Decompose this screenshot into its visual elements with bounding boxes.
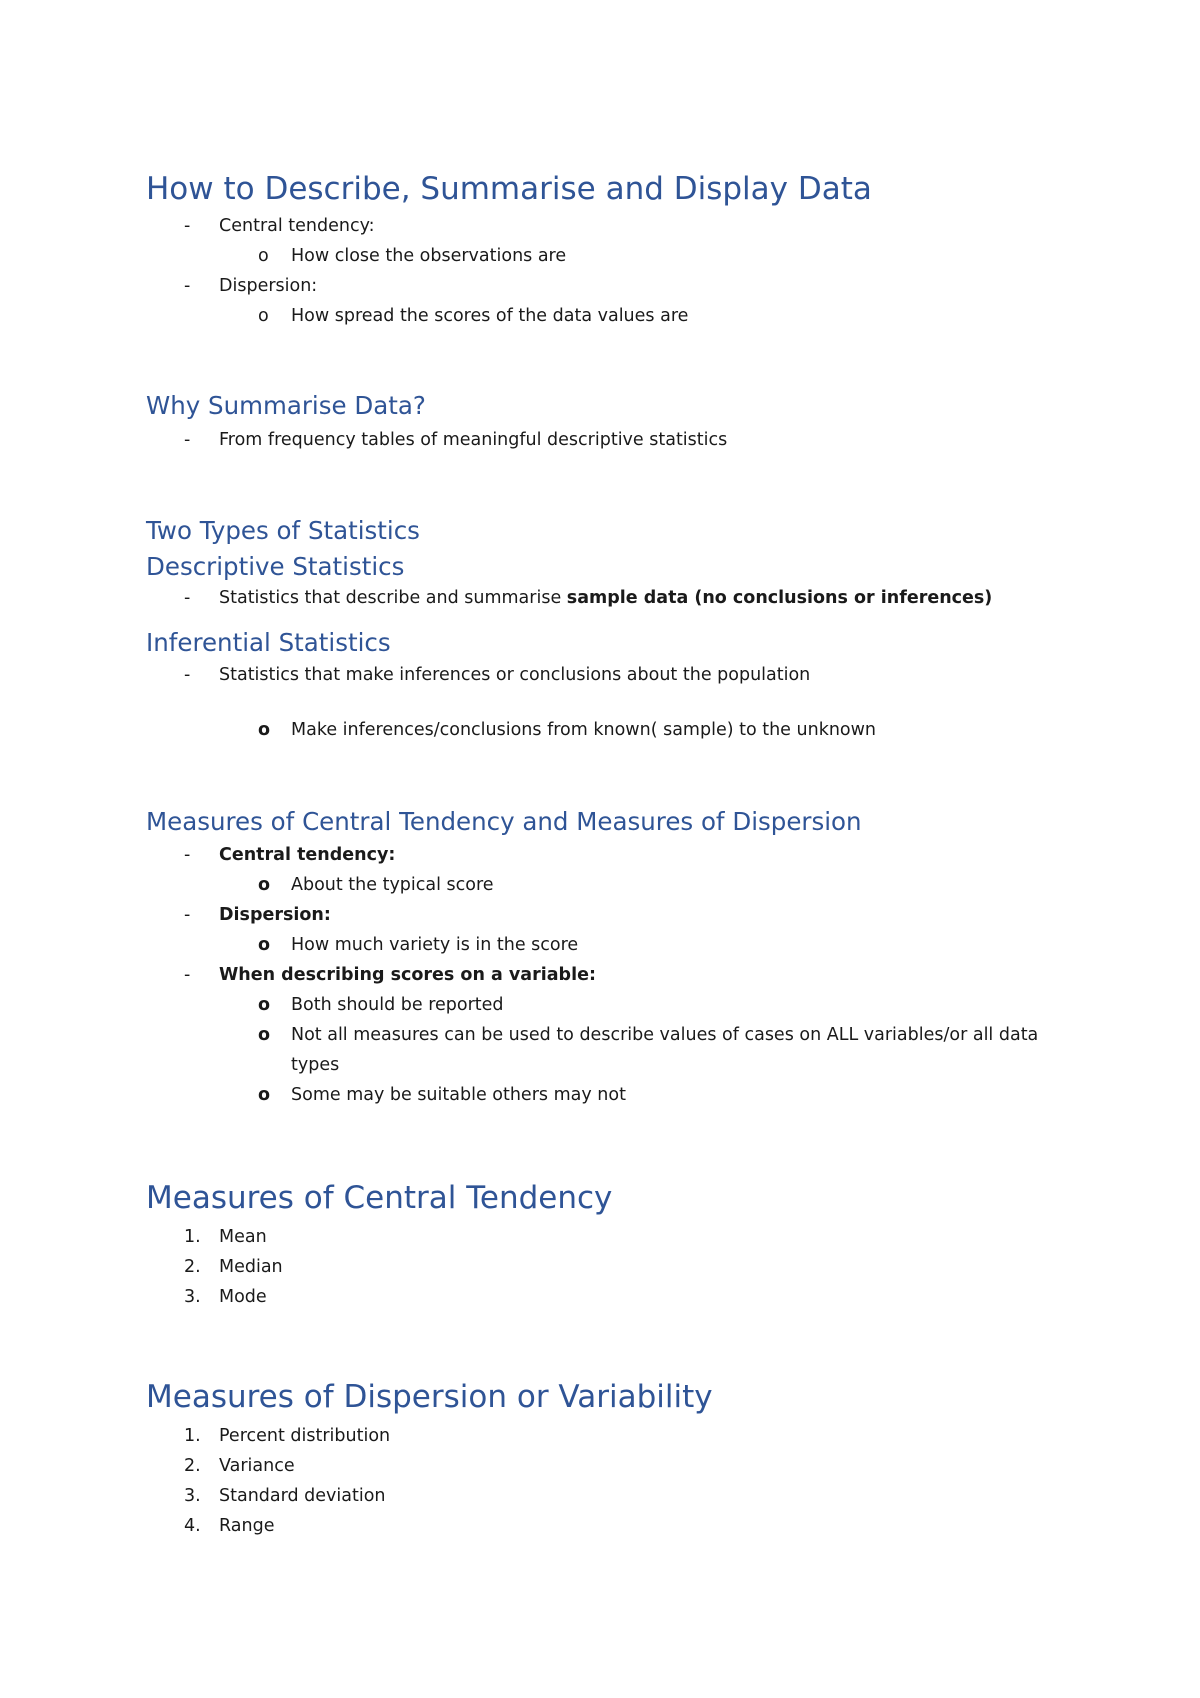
list-item-frequency-tables: From frequency tables of meaningful descriptive statistics xyxy=(219,430,728,450)
subheading-inferential: Inferential Statistics xyxy=(146,628,391,657)
circle-bullet: o xyxy=(258,1085,271,1105)
list-item-descriptive xyxy=(219,586,992,610)
circle-bullet: o xyxy=(258,875,271,895)
list-number: 2. xyxy=(184,1456,201,1476)
list-number: 2. xyxy=(184,1257,201,1277)
heading-central-tendency: Measures of Central Tendency xyxy=(146,1180,613,1216)
sub-item-not-all-measures-line2: types xyxy=(291,1055,340,1075)
list-number: 3. xyxy=(184,1486,201,1506)
subheading-descriptive: Descriptive Statistics xyxy=(146,552,405,581)
circle-bullet: o xyxy=(258,935,271,955)
dash-bullet: - xyxy=(184,665,191,685)
list-item-percent-distribution: Percent distribution xyxy=(219,1426,391,1446)
list-item-standard-deviation: Standard deviation xyxy=(219,1486,386,1506)
sub-item-observations: How close the observations are xyxy=(291,246,567,266)
dash-bullet: - xyxy=(184,845,191,865)
dash-bullet: - xyxy=(184,905,191,925)
list-item-inferential: Statistics that make inferences or conclusions about the population xyxy=(219,665,811,685)
list-number: 4. xyxy=(184,1516,201,1536)
list-item-central-tendency: Central tendency: xyxy=(219,216,375,236)
list-item-dispersion-bold: Dispersion: xyxy=(219,905,331,925)
heading-why-summarise: Why Summarise Data? xyxy=(146,391,426,420)
list-item-variance: Variance xyxy=(219,1456,295,1476)
list-item-mean: Mean xyxy=(219,1227,267,1247)
list-number: 3. xyxy=(184,1287,201,1307)
list-number: 1. xyxy=(184,1426,201,1446)
sub-item-not-all-measures-line1: Not all measures can be used to describe values of cases on ALL variables/or all data xyxy=(291,1025,1039,1045)
sub-item-some-suitable: Some may be suitable others may not xyxy=(291,1085,626,1105)
sub-item-variety: How much variety is in the score xyxy=(291,935,579,955)
descriptive-plain-text: Statistics that describe and summarise xyxy=(219,588,567,608)
list-item-median: Median xyxy=(219,1257,283,1277)
heading-describe-data: How to Describe, Summarise and Display Data xyxy=(146,171,872,207)
sub-item-inferences: Make inferences/conclusions from known( sample) to the unknown xyxy=(291,720,877,740)
list-item-range: Range xyxy=(219,1516,275,1536)
sub-item-spread: How spread the scores of the data values are xyxy=(291,306,689,326)
circle-bullet: o xyxy=(258,246,269,266)
sub-item-typical-score: About the typical score xyxy=(291,875,494,895)
circle-bullet: o xyxy=(258,720,271,740)
list-item-describing-scores: When describing scores on a variable: xyxy=(219,965,596,985)
dash-bullet: - xyxy=(184,588,191,608)
heading-dispersion-variability: Measures of Dispersion or Variability xyxy=(146,1379,713,1415)
circle-bullet: o xyxy=(258,306,269,326)
sub-item-both-reported: Both should be reported xyxy=(291,995,504,1015)
descriptive-bold-text: sample data (no conclusions or inferences) xyxy=(566,588,993,608)
dash-bullet: - xyxy=(184,276,191,296)
heading-two-types: Two Types of Statistics xyxy=(146,516,420,545)
dash-bullet: - xyxy=(184,965,191,985)
list-item-dispersion: Dispersion: xyxy=(219,276,318,296)
heading-central-and-dispersion: Measures of Central Tendency and Measures of Dispersion xyxy=(146,807,862,836)
list-item-central-tendency-bold: Central tendency: xyxy=(219,845,396,865)
circle-bullet: o xyxy=(258,995,271,1015)
circle-bullet: o xyxy=(258,1025,271,1045)
list-item-mode: Mode xyxy=(219,1287,267,1307)
dash-bullet: - xyxy=(184,216,191,236)
list-number: 1. xyxy=(184,1227,201,1247)
dash-bullet: - xyxy=(184,430,191,450)
